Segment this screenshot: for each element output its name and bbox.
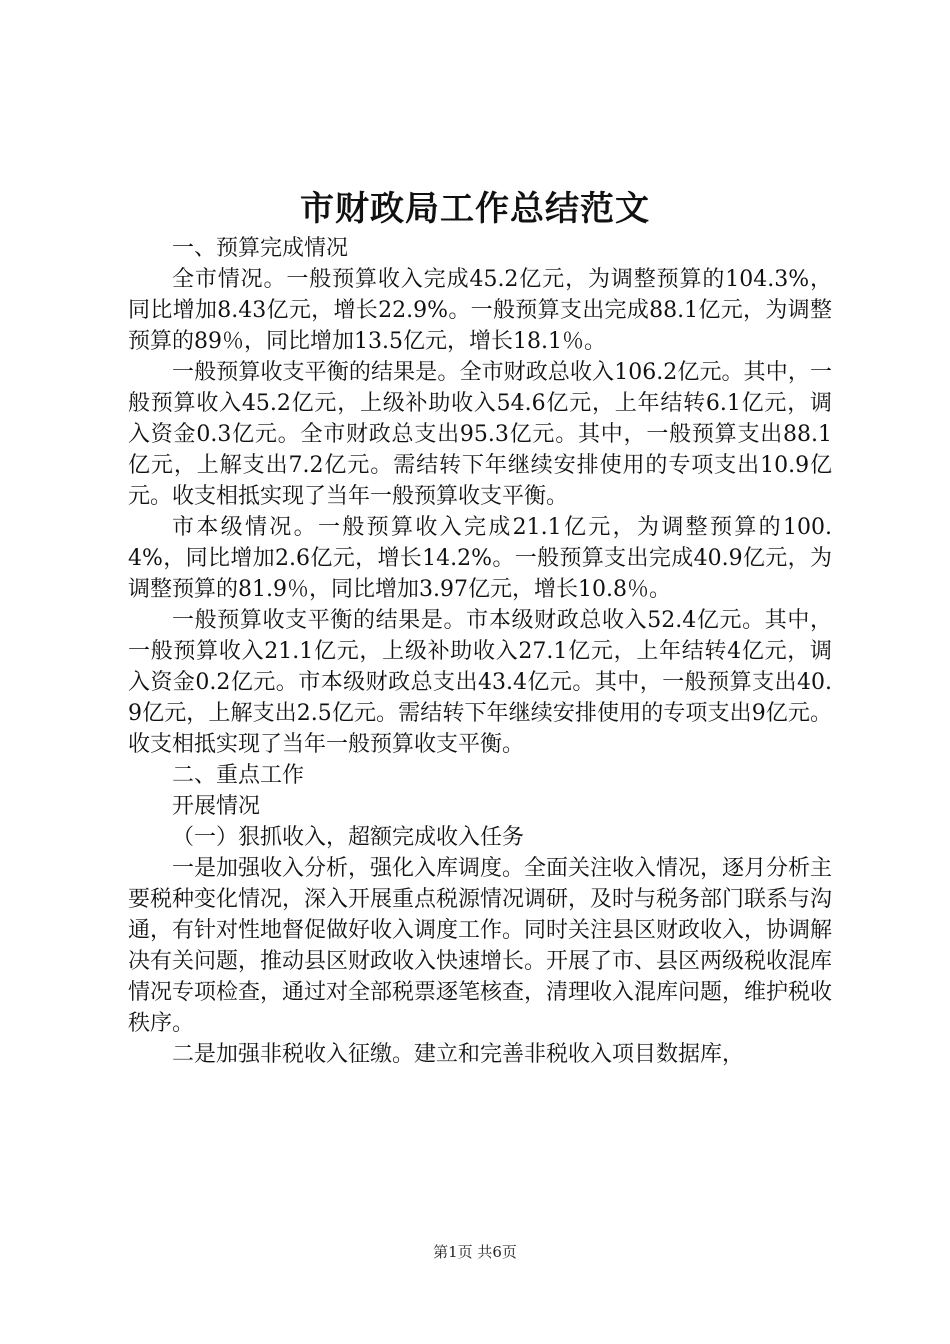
subheading: 开展情况: [172, 794, 261, 819]
paragraph: 一般预算收支平衡的结果是。全市财政总收入106.2亿元。其中，一般预算收入45.2亿元，上级补助收入54.6亿元，上年结转6.1亿元，调入资金0.3亿元。全市财政总支出95.3亿元。其中，一般预算支出88.1亿元，上解支出7.2亿元。需结转下年继续安排使用的专项支出10.9亿元。收支相抵实现了当年一般预算收支平衡。: [128, 360, 832, 509]
paragraph: 二是加强非税收入征缴。建立和完善非税收入项目数据库，: [172, 1042, 745, 1067]
section-heading: 一、预算完成情况: [172, 236, 349, 261]
paragraph: 市本级情况。一般预算收入完成21.1亿元，为调整预算的100.4%，同比增加2.6亿元，增长14.2%。一般预算支出完成40.9亿元，为调整预算的81.9％，同比增加3.97亿元，增长10.8％。: [128, 515, 832, 602]
paragraph: 全市情况。一般预算收入完成45.2亿元，为调整预算的104.3%，同比增加8.43亿元，增长22.9%。一般预算支出完成88.1亿元，为调整预算的89％，同比增加13.5亿元，增长18.1％。: [128, 267, 832, 354]
paragraph: 一是加强收入分析，强化入库调度。全面关注收入情况，逐月分析主要税种变化情况，深入开展重点税源情况调研，及时与税务部门联系与沟通，有针对性地督促做好收入调度工作。同时关注县区财政收入，协调解决有关问题，推动县区财政收入快速增长。开展了市、县区两级税收混库情况专项检查，通过对全部税票逐笔核查，清理收入混库问题，维护税收秩序。: [128, 856, 833, 1036]
paragraph: 一般预算收支平衡的结果是。市本级财政总收入52.4亿元。其中，一般预算收入21.1亿元，上级补助收入27.1亿元，上年结转4亿元，调入资金0.2亿元。市本级财政总支出43.4亿元。其中，一般预算支出40.9亿元，上解支出2.5亿元。需结转下年继续安排使用的专项支出9亿元。收支相抵实现了当年一般预算收支平衡。: [128, 608, 832, 757]
subheading: （一）狠抓收入，超额完成收入任务: [172, 825, 525, 850]
document-title: 市财政局工作总结范文: [300, 189, 650, 229]
page-footer: 第1页 共6页: [433, 1243, 517, 1261]
section-heading: 二、重点工作: [172, 763, 305, 788]
document-body: [128, 233, 832, 1070]
